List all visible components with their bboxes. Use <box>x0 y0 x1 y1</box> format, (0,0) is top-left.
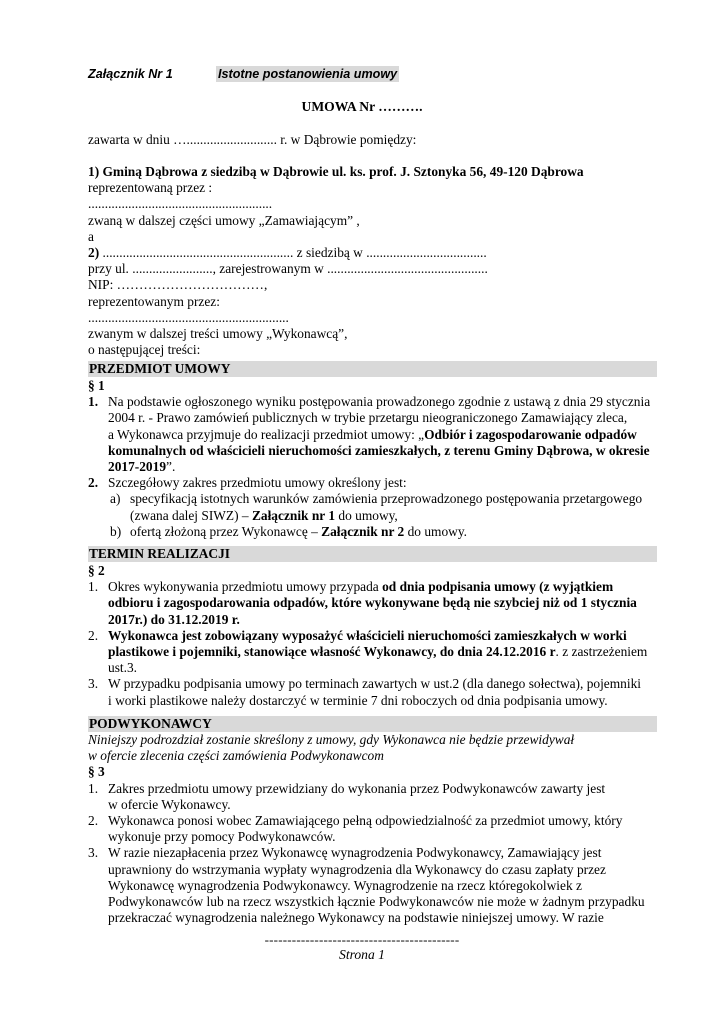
page-number: Strona 1 <box>339 947 385 962</box>
section3-note: w ofercie zlecenia części zamówienia Podwykonawcom <box>88 748 384 764</box>
sub-item-text-bold: Załącznik nr 2 <box>321 523 405 539</box>
party2-represented: reprezentowanym przez: <box>88 293 220 309</box>
sub-item-line <box>130 524 657 540</box>
party1-dots: ....................................................... <box>88 196 273 212</box>
item-text-bold: od dnia podpisania umowy (z wyjątkiem <box>382 579 614 595</box>
item-number: 2. <box>88 475 99 491</box>
sub-item-line <box>130 508 657 524</box>
item-text-bold: plastikowe i pojemniki, stanowiące własność Wykonawcy, do dnia 24.12.2016 r <box>108 643 556 659</box>
item-line: i worki plastikowe należy dostarczyć w terminie 7 dni roboczych od dnia podpisania umowy. <box>108 692 608 708</box>
sub-item-text: do umowy. <box>404 523 467 539</box>
item-line: Zakres przedmiotu umowy przewidziany do wykonania przez Podwykonawców zawarty jest <box>108 780 606 796</box>
party2-dots: ............................................................ <box>88 309 289 325</box>
intro-concluded-block <box>88 132 657 148</box>
paragraph-mark-1: § 1 <box>88 378 105 393</box>
item-line <box>108 644 657 660</box>
item-line <box>108 459 657 475</box>
item-number: 3. <box>88 845 99 861</box>
party1: 1) Gminą Dąbrowa z siedzibą w Dąbrowie ul. ks. prof. J. Sztonyka 56, 49-120 Dąbrowa <box>88 164 584 179</box>
list-item <box>88 813 657 845</box>
item-line: W przypadku podpisania umowy po terminach zawartych w ust.2 (dla danego sołectwa), pojemniki <box>108 676 641 692</box>
section1-list <box>88 378 657 540</box>
item-number: 2. <box>88 812 99 828</box>
item-number: 2. <box>88 627 99 643</box>
party1-represented: reprezentowaną przez : <box>88 180 213 196</box>
party2-text: ......................................................... z siedzibą w .................................... <box>99 244 487 260</box>
item-line <box>108 579 657 595</box>
item-line: Wykonawcę wynagrodzenia Podwykonawcy. Wynagrodzenie na rzecz któregokolwiek z <box>108 877 582 893</box>
party1-called: zwaną w dalszej części umowy „Zamawiającym” , <box>88 212 360 228</box>
item-line <box>108 427 657 443</box>
sub-item-text: (zwana dalej SIWZ) – <box>130 507 252 523</box>
contract-title: UMOWA Nr ………. <box>301 99 423 114</box>
item-line: Wykonawca jest zobowiązany wyposażyć właścicieli nieruchomości zamieszkałych w worki <box>108 627 627 643</box>
list-item <box>88 394 657 475</box>
item-line: ust.3. <box>108 660 138 676</box>
sub-item-letter: b) <box>110 523 122 539</box>
parties-block <box>88 164 657 358</box>
item-line: 2004 r. - Prawo zamówień publicznych w trybie przetargu nieograniczonego Zamawiający zleca, <box>108 410 628 426</box>
item-line: wykonuje przy pomocy Podwykonawców. <box>108 829 336 845</box>
party2 <box>88 245 657 261</box>
item-text-bold: Odbiór i zagospodarowanie odpadów <box>424 426 637 442</box>
party2-number: 2) <box>88 244 100 260</box>
sub-item-line: specyfikacją istotnych warunków zamówienia przeprowadzonego postępowania przetargowego <box>130 491 643 507</box>
section3-list <box>88 732 657 926</box>
paragraph-mark-3: § 3 <box>88 764 105 780</box>
item-line: przekraczać wynagrodzenia należnego Wykonawcy na podstawie niniejszej umowy. W razie <box>108 910 604 926</box>
sub-item-text: do umowy, <box>335 507 398 523</box>
section-heading-term: TERMIN REALIZACJI <box>88 546 657 562</box>
sub-item-letter: a) <box>110 491 121 507</box>
item-text: a Wykonawca przyjmuje do realizacji przedmiot umowy: „ <box>108 426 425 442</box>
attachment-subtitle: Istotne postanowienia umowy <box>218 67 398 81</box>
item-line: Na podstawie ogłoszonego wyniku postępowania prowadzonego zgodnie z ustawą z dnia 29 stycznia <box>108 394 651 410</box>
attachment-label: Załącznik Nr 1 <box>88 67 173 81</box>
sub-item-text-bold: Załącznik nr 1 <box>251 507 336 523</box>
item-line: Podwykonawców lub na rzecz wszystkich łącznie Podwykonawców nie może w żadnym przypadku <box>108 893 645 909</box>
section-heading-subcontractors: PODWYKONAWCY <box>88 716 657 732</box>
party2-street: przy ul. ........................, zarejestrowanym w ................................................ <box>88 261 488 277</box>
item-line: Szczegółowy zakres przedmiotu umowy określony jest: <box>108 475 407 491</box>
sub-item <box>88 524 657 540</box>
item-number: 1. <box>88 394 99 410</box>
intro-concluded: zawarta w dniu …........................... r. w Dąbrowie pomiędzy: <box>88 132 417 147</box>
item-text: Okres wykonywania przedmiotu umowy przypada <box>108 579 383 595</box>
sub-item-text: ofertą złożoną przez Wykonawcę – <box>130 523 322 539</box>
item-line: uprawniony do wstrzymania wypłaty wynagrodzenia dla Wykonawcy do czasu zapłaty przez <box>108 861 606 877</box>
party2-called: zwanym w dalszej treści umowy „Wykonawcą”, <box>88 325 348 341</box>
list-item <box>88 628 657 677</box>
and-word: a <box>88 228 94 244</box>
item-line: w ofercie Wykonawcy. <box>108 796 231 812</box>
party2-nip: NIP: ……………………………, <box>88 277 268 293</box>
item-line: 2017r.) do 31.12.2019 r. <box>108 611 240 627</box>
section3-note: Niniejszy podrozdział zostanie skreślony z umowy, gdy Wykonawca nie będzie przewidywał <box>88 732 575 747</box>
item-line: odbioru i zagospodarowania odpadów, które wykonywane będą nie szybciej niż od 1 stycznia <box>108 595 637 611</box>
list-item <box>88 475 657 491</box>
item-line: komunalnych od właścicieli nieruchomości zamieszkałych, z terenu Gminy Dąbrowa, w okresie <box>108 442 650 458</box>
item-number: 1. <box>88 579 99 595</box>
item-number: 3. <box>88 676 99 692</box>
paragraph-mark-2: § 2 <box>88 563 105 578</box>
item-text: ”. <box>166 458 176 474</box>
list-item <box>88 781 657 813</box>
list-item <box>88 676 657 708</box>
section2-list <box>88 563 657 709</box>
item-text: . z zastrzeżeniem <box>555 643 648 659</box>
footer-separator: ------------------------------------------- <box>264 932 460 947</box>
list-item <box>88 845 657 926</box>
item-line: Wykonawca ponosi wobec Zamawiającego pełną odpowiedzialność za przedmiot umowy, który <box>108 812 623 828</box>
item-number: 1. <box>88 780 99 796</box>
list-item <box>88 579 657 628</box>
following-content: o następującej treści: <box>88 342 201 358</box>
item-text-bold: 2017-2019 <box>108 458 167 474</box>
sub-item <box>88 491 657 523</box>
section-heading-subject: PRZEDMIOT UMOWY <box>88 361 657 377</box>
item-line: W razie niezapłacenia przez Wykonawcę wynagrodzenia Podwykonawcy, Zamawiający jest <box>108 845 602 861</box>
